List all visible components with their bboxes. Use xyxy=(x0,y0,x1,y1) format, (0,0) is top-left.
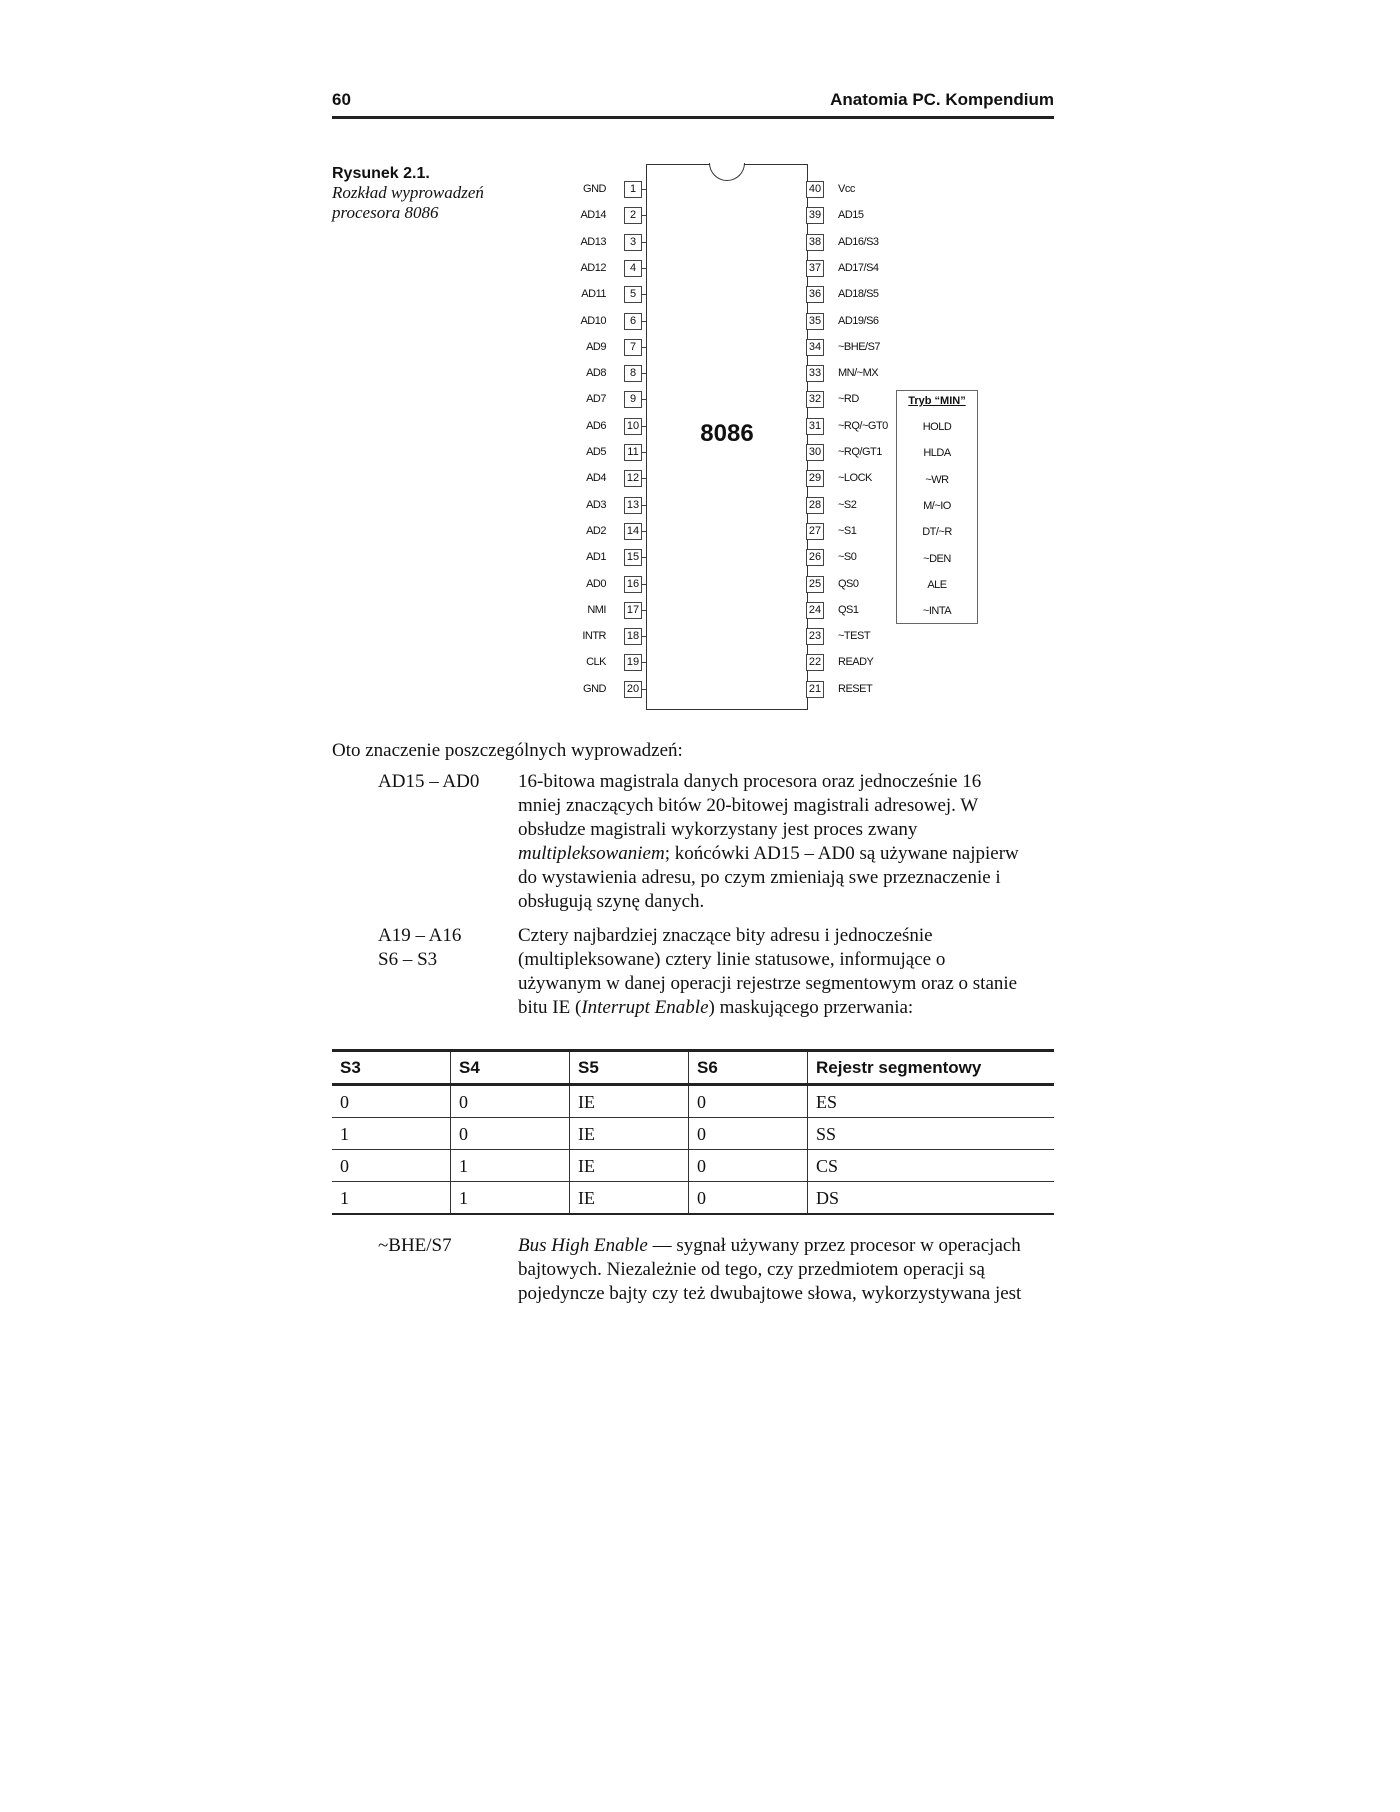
pin-number: 19 xyxy=(624,654,642,671)
pin-number: 37 xyxy=(806,260,824,277)
pin-name: INTR xyxy=(582,630,606,643)
table-cell: IE xyxy=(570,1118,689,1150)
definition-body xyxy=(518,924,1028,1020)
table-cell: 1 xyxy=(451,1182,570,1215)
left-pin-row xyxy=(560,547,646,569)
pin-number: 11 xyxy=(624,444,642,461)
figure-caption xyxy=(332,165,512,223)
left-pin-row xyxy=(560,416,646,438)
left-pin-row xyxy=(560,311,646,333)
pin-number: 40 xyxy=(806,181,824,198)
left-pin-row xyxy=(560,652,646,674)
pin-number: 16 xyxy=(624,576,642,593)
left-pin-row xyxy=(560,626,646,648)
segment-register-table xyxy=(332,1049,1054,1215)
table-cell: 0 xyxy=(332,1085,451,1118)
pin-name: ~S0 xyxy=(838,551,857,564)
pin-lead xyxy=(642,321,646,322)
left-pin-row xyxy=(560,574,646,596)
pin-lead xyxy=(642,689,646,690)
pin-name: AD6 xyxy=(586,419,606,432)
pin-name: QS1 xyxy=(838,603,859,616)
pin-number: 33 xyxy=(806,365,824,382)
pin-name: CLK xyxy=(586,656,606,669)
right-pin-row xyxy=(806,337,896,359)
right-pin-row xyxy=(806,179,896,201)
caption-line: Rozkład wyprowadzeń xyxy=(332,183,484,202)
definition-body xyxy=(518,1234,1028,1306)
chip-notch xyxy=(709,163,745,181)
pin-lead xyxy=(642,505,646,506)
pin-name: AD13 xyxy=(580,235,606,248)
figure-label: Rysunek 2.1. xyxy=(332,165,430,182)
column-header: S3 xyxy=(332,1051,451,1085)
pin-number: 17 xyxy=(624,602,642,619)
pin-number: 20 xyxy=(624,681,642,698)
pin-number: 24 xyxy=(806,602,824,619)
right-pin-row xyxy=(806,416,896,438)
pin-name: AD17/S4 xyxy=(838,261,879,274)
term-line: S6 – S3 xyxy=(378,949,438,970)
pin-lead xyxy=(642,347,646,348)
right-pin-row xyxy=(806,547,896,569)
pin-number: 15 xyxy=(624,549,642,566)
pin-name: Vcc xyxy=(838,183,855,195)
right-pin-row xyxy=(806,468,896,490)
left-pin-row xyxy=(560,521,646,543)
pin-number: 32 xyxy=(806,391,824,408)
pin-lead xyxy=(642,373,646,374)
right-pin-row xyxy=(806,600,896,622)
pin-number: 22 xyxy=(806,654,824,671)
pin-lead xyxy=(642,610,646,611)
definition-term xyxy=(378,770,479,794)
pin-name: ~S1 xyxy=(838,524,857,537)
definition-text: Cztery najbardziej znaczące bity adresu i jednocześnie (multipleksowane) cztery linie statusowe, informujące o używanym w danej operacji rejestrze segmentowym oraz o stanie bitu IE (Interrupt Enable) maskującego przerwania: xyxy=(518,925,1018,1018)
pin-name: GND xyxy=(583,682,606,695)
table-cell: 1 xyxy=(451,1150,570,1182)
right-pin-row xyxy=(806,574,896,596)
pin-number: 38 xyxy=(806,234,824,251)
pin-lead xyxy=(642,531,646,532)
right-pin-row xyxy=(806,495,896,517)
pin-lead xyxy=(642,478,646,479)
pin-name: GND xyxy=(583,183,606,195)
page-header xyxy=(332,88,1054,119)
table-cell: 1 xyxy=(332,1182,451,1215)
pin-lead xyxy=(642,399,646,400)
pin-lead xyxy=(642,584,646,585)
pin-name: ~BHE/S7 xyxy=(838,340,881,353)
term-line: AD15 – AD0 xyxy=(378,771,480,792)
table-cell: IE xyxy=(570,1150,689,1182)
pin-number: 35 xyxy=(806,313,824,330)
min-mode-signal: ~WR xyxy=(925,473,949,486)
table-cell: 0 xyxy=(689,1182,808,1215)
table-row xyxy=(332,1118,1054,1150)
right-pin-row xyxy=(806,205,896,227)
min-mode-signal: ~INTA xyxy=(922,605,952,618)
pin-name: QS0 xyxy=(838,577,859,590)
pin-number: 25 xyxy=(806,576,824,593)
left-pin-row xyxy=(560,389,646,411)
pin-number: 5 xyxy=(624,286,642,303)
pin-name: AD14 xyxy=(580,209,606,222)
left-pin-row xyxy=(560,363,646,385)
table-row xyxy=(332,1182,1054,1215)
pin-lead xyxy=(642,268,646,269)
left-pin-row xyxy=(560,337,646,359)
pin-number: 26 xyxy=(806,549,824,566)
pin-name: AD7 xyxy=(586,393,606,406)
pin-name: AD2 xyxy=(586,524,606,537)
min-mode-signal: ~DEN xyxy=(923,552,951,565)
column-header: Rejestr segmentowy xyxy=(808,1051,1055,1085)
right-pin-row xyxy=(806,258,896,280)
pin-number: 23 xyxy=(806,628,824,645)
pin-lead xyxy=(642,189,646,190)
definition-text: 16-bitowa magistrala danych procesora oraz jednocześnie 16 mniej znaczących bitów 20-bitowej magistrali adresowej. W obsłudze magistrali wykorzystany jest proces zwany multipleksowaniem; końcówki AD15 – AD0 są używane najpierw do wystawienia adresu, po czym zmieniają swe przeznaczenie i obsługują szynę danych. xyxy=(518,771,1019,912)
pin-number: 6 xyxy=(624,313,642,330)
pin-number: 34 xyxy=(806,339,824,356)
pin-name: AD0 xyxy=(586,577,606,590)
right-pin-row xyxy=(806,232,896,254)
pin-number: 3 xyxy=(624,234,642,251)
pin-name: ~RQ/GT1 xyxy=(838,446,882,458)
chip-body xyxy=(646,164,808,710)
pin-number: 13 xyxy=(624,497,642,514)
pin-lead xyxy=(642,452,646,453)
right-pin-row xyxy=(806,442,896,464)
running-title: Anatomia PC. Kompendium xyxy=(830,90,1054,109)
pin-name: AD5 xyxy=(586,446,606,458)
right-pin-row xyxy=(806,679,896,701)
pin-number: 31 xyxy=(806,418,824,435)
term-line: ~BHE/S7 xyxy=(378,1235,452,1256)
left-pin-row xyxy=(560,284,646,306)
right-pin-row xyxy=(806,284,896,306)
left-pin-row xyxy=(560,495,646,517)
table-cell: CS xyxy=(808,1150,1055,1182)
pin-number: 28 xyxy=(806,497,824,514)
table-cell: 0 xyxy=(689,1118,808,1150)
pin-name: RESET xyxy=(838,682,873,695)
column-header: S6 xyxy=(689,1051,808,1085)
pin-number: 30 xyxy=(806,444,824,461)
table-cell: IE xyxy=(570,1085,689,1118)
pin-name: AD15 xyxy=(838,209,864,222)
table-header-row xyxy=(332,1051,1054,1085)
pin-lead xyxy=(642,662,646,663)
pin-name: AD16/S3 xyxy=(838,235,879,248)
pin-name: AD19/S6 xyxy=(838,314,879,327)
min-mode-signal: HOLD xyxy=(922,421,952,433)
pin-name: AD8 xyxy=(586,367,606,380)
min-mode-signal: HLDA xyxy=(923,447,951,460)
pin-name: AD1 xyxy=(586,551,606,564)
pin-name: AD3 xyxy=(586,498,606,511)
pin-name: AD12 xyxy=(580,261,606,274)
definition-term xyxy=(378,1234,452,1258)
table-cell: 0 xyxy=(451,1085,570,1118)
pin-name: AD10 xyxy=(580,314,606,327)
caption-line: procesora 8086 xyxy=(332,203,439,222)
pin-number: 4 xyxy=(624,260,642,277)
left-pin-row xyxy=(560,258,646,280)
pin-number: 27 xyxy=(806,523,824,540)
definition-body xyxy=(518,770,1028,914)
pin-name: READY xyxy=(838,656,874,669)
pin-name: AD18/S5 xyxy=(838,288,879,301)
min-mode-signal: ALE xyxy=(927,578,947,591)
min-mode-signal: M/~IO xyxy=(923,499,951,512)
definition-text: Bus High Enable — sygnał używany przez procesor w operacjach bajtowych. Niezależnie od tego, czy przedmiotem operacji są pojedyncze bajty czy też dwubajtowe słowa, wykorzystywana jest xyxy=(518,1235,1022,1304)
right-pin-row xyxy=(806,311,896,333)
table-cell: SS xyxy=(808,1118,1055,1150)
chip-name: 8086 xyxy=(700,420,754,447)
table-cell: 0 xyxy=(451,1118,570,1150)
left-pin-row xyxy=(560,468,646,490)
pin-number: 29 xyxy=(806,470,824,487)
min-mode-box xyxy=(896,390,978,624)
table-row xyxy=(332,1085,1054,1118)
pin-lead xyxy=(642,242,646,243)
pin-name: ~S2 xyxy=(838,498,857,511)
table-cell: ES xyxy=(808,1085,1055,1118)
pin-number: 10 xyxy=(624,418,642,435)
pin-number: 7 xyxy=(624,339,642,356)
pin-name: AD11 xyxy=(581,288,606,301)
table-cell: IE xyxy=(570,1182,689,1215)
table-cell: DS xyxy=(808,1182,1055,1215)
table-row xyxy=(332,1150,1054,1182)
page-number: 60 xyxy=(332,90,351,109)
pin-lead xyxy=(642,557,646,558)
pin-name: AD9 xyxy=(586,340,606,353)
pin-name: AD4 xyxy=(586,472,606,485)
pin-number: 8 xyxy=(624,365,642,382)
column-header: S4 xyxy=(451,1051,570,1085)
pin-number: 2 xyxy=(624,207,642,224)
pin-lead xyxy=(642,426,646,427)
right-pin-row xyxy=(806,363,896,385)
pin-name: ~TEST xyxy=(838,630,871,643)
left-pin-row xyxy=(560,232,646,254)
pin-number: 14 xyxy=(624,523,642,540)
left-pin-row xyxy=(560,205,646,227)
min-mode-signal: DT/~R xyxy=(922,526,952,539)
table-body xyxy=(332,1085,1054,1215)
min-mode-title: Tryb “MIN” xyxy=(908,395,966,407)
left-pin-row xyxy=(560,442,646,464)
table-cell: 0 xyxy=(689,1085,808,1118)
pin-lead xyxy=(642,215,646,216)
left-pin-row xyxy=(560,600,646,622)
pin-number: 12 xyxy=(624,470,642,487)
right-pin-row xyxy=(806,652,896,674)
pin-lead xyxy=(642,294,646,295)
table-cell: 0 xyxy=(689,1150,808,1182)
pin-name: ~RQ/~GT0 xyxy=(838,419,888,432)
right-pin-row xyxy=(806,626,896,648)
left-pin-row xyxy=(560,679,646,701)
pin-number: 1 xyxy=(624,181,642,198)
pin-number: 9 xyxy=(624,391,642,408)
pin-name: ~RD xyxy=(838,393,859,406)
pin-number: 39 xyxy=(806,207,824,224)
intro-text: Oto znaczenie poszczególnych wyprowadzeń: xyxy=(332,740,683,761)
pin-number: 36 xyxy=(806,286,824,303)
pin-name: MN/~MX xyxy=(838,367,879,380)
column-header: S5 xyxy=(570,1051,689,1085)
table-cell: 1 xyxy=(332,1118,451,1150)
right-pin-row xyxy=(806,521,896,543)
pin-number: 21 xyxy=(806,681,824,698)
table-cell: 0 xyxy=(332,1150,451,1182)
right-pin-row xyxy=(806,389,896,411)
definition-term xyxy=(378,924,461,972)
pin-name: NMI xyxy=(587,603,606,616)
term-line: A19 – A16 xyxy=(378,925,462,946)
pin-lead xyxy=(642,636,646,637)
pin-number: 18 xyxy=(624,628,642,645)
left-pin-row xyxy=(560,179,646,201)
pin-name: ~LOCK xyxy=(838,472,872,485)
